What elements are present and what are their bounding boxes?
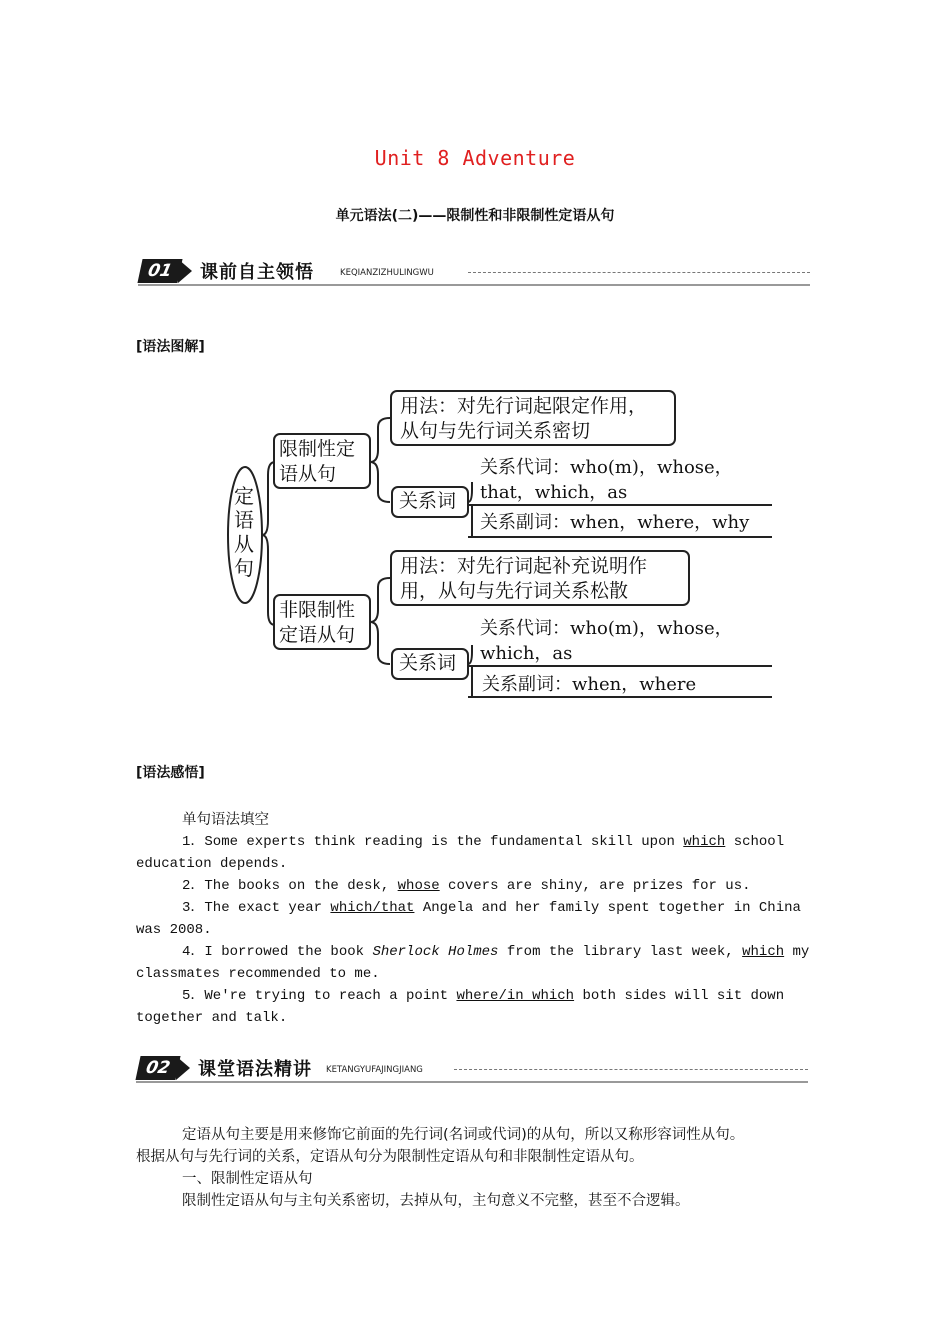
restrictive-label-line: 限制性定 [279,438,356,460]
text: Angela and her family spent together in China [414,900,801,916]
banner-badge: 02 [135,1056,180,1080]
brace-n-top [370,578,390,622]
banner-badge-tail [176,1056,190,1080]
pronouns-line: which，as [480,643,573,664]
body-paragraph-2: 限制性定语从句与主句关系密切，去掉从句，主句意义不完整，甚至不合逻辑。 [182,1193,690,1209]
brace-r-bottom [370,462,390,502]
answer: which [683,834,726,850]
page-title: Unit 8 Adventure [374,146,576,170]
root-char: 句 [234,556,254,580]
body-paragraph-1a: 定语从句主要是用来修饰它前面的先行词(名词或代词)的从句，所以又称形容词性从句。 [182,1127,745,1143]
nonrestrictive-node [273,594,371,650]
text: from the library last week, [498,944,743,960]
page-subtitle: 单元语法(二)——限制性和非限制性定语从句 [335,208,615,224]
exercise-3 [182,897,862,919]
text: both sides will sit down [574,988,785,1004]
exercise-4 [182,941,862,963]
text: 2．The books on the desk, [182,878,398,894]
banner-rule [136,1081,808,1083]
exercise-2 [182,875,862,897]
banner-badge: 01 [137,259,182,283]
usage-line: 从句与先行词关系密切 [400,420,591,442]
brace-n-bottom [370,622,390,664]
text: 4．I borrowed the book [182,944,373,960]
book-title: Sherlock Holmes [372,944,499,960]
body-paragraph-1b: 根据从句与先行词的关系，定语从句分为限制性定语从句和非限制性定语从句。 [136,1149,644,1165]
restrictive-usage-node [390,390,676,446]
banner-title: 课前自主领悟 [200,262,314,283]
section-banner-2 [136,1056,808,1082]
exercise-1 [182,831,816,853]
nonrestrictive-pronouns [480,616,733,666]
nonrestrictive-label-line: 定语从句 [279,624,356,646]
text: covers are shiny, are prizes for us. [439,878,751,894]
exercise-5-cont: together and talk. [136,1010,288,1026]
nonrestrictive-label-line: 非限制性 [279,599,356,621]
nonrestrictive-usage-node [390,550,690,606]
text: my [784,944,810,960]
restrictive-label-line: 语从句 [279,463,337,485]
text: 1．Some experts think reading is the fundamental skill upon [182,834,684,850]
nonrestrictive-relword-node: 关系词 [391,648,469,680]
pronouns-line: 关系代词：who(m)，whose， [480,457,733,478]
banner-dash [454,1069,808,1070]
restrictive-adverbs: 关系副词：when，where，why [480,512,750,533]
usage-line: 用，从句与先行词关系松散 [400,580,629,602]
restrictive-relword-node: 关系词 [391,486,469,518]
exercise-4-cont: classmates recommended to me. [136,966,380,982]
exercise-1-cont: education depends. [136,856,288,872]
root-char: 从 [234,532,254,556]
root-label [234,484,254,580]
section-feel-heading: [语法感悟] [136,765,205,781]
pronouns-line: 关系代词：who(m)，whose， [480,618,733,639]
usage-line: 用法：对先行词起补充说明作 [400,555,648,577]
exercise-title: 单句语法填空 [182,812,269,828]
body-heading-1: 一、限制性定语从句 [182,1171,313,1187]
text: 5．We're trying to reach a point [182,988,457,1004]
nonrestrictive-adverbs: 关系副词：when，where [482,674,697,695]
pronouns-line: that，which，as [480,482,628,503]
exercise-3-cont: was 2008. [136,922,212,938]
root-char: 定 [234,484,254,508]
text: 3．The exact year [182,900,331,916]
restrictive-pronouns [480,455,733,505]
text: school [725,834,785,850]
banner-pinyin: KETANGYUFAJINGJIANG [326,1065,423,1075]
answer: which [742,944,785,960]
exercise-5 [182,985,862,1007]
answer: whose [397,878,440,894]
usage-line: 用法：对先行词起限定作用， [400,395,648,417]
brace-r-top [370,418,390,462]
banner-title: 课堂语法精讲 [198,1059,312,1080]
root-char: 语 [234,508,254,532]
banner-pinyin: KEQIANZIZHULINGWU [340,268,434,278]
restrictive-node [273,433,371,489]
answer: which/that [330,900,415,916]
section-diagram-heading: [语法图解] [136,339,205,355]
answer: where/in which [456,988,575,1004]
